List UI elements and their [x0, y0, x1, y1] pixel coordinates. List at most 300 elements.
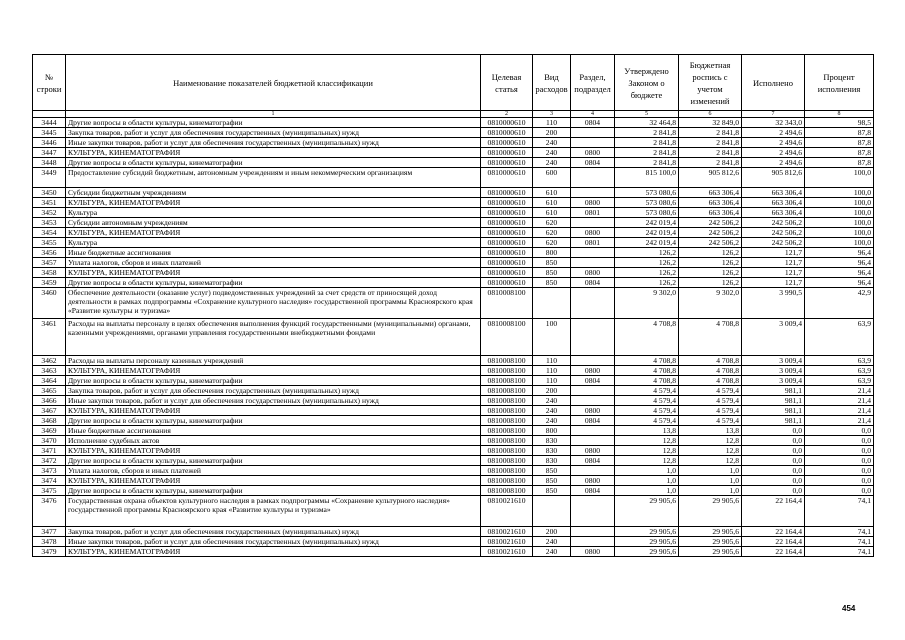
row-name: Иные закупки товаров, работ и услуг для обеспечения государственных (муниципальных) нужд	[66, 138, 481, 148]
row-vid: 610	[533, 208, 571, 218]
row-approved: 9 302,0	[615, 288, 679, 319]
row-name: Другие вопросы в области культуры, кинематографии	[66, 456, 481, 466]
row-percent: 96,4	[805, 248, 874, 258]
row-number: 3477	[33, 527, 66, 537]
row-budget: 242 506,2	[679, 218, 742, 228]
header-percent: Процент исполнения	[805, 55, 874, 111]
table-row	[33, 376, 874, 386]
row-percent: 100,0	[805, 168, 874, 188]
row-target: 0810021610	[481, 496, 533, 527]
row-done: 22 164,4	[742, 496, 805, 527]
row-percent: 74,1	[805, 537, 874, 547]
row-vid: 200	[533, 386, 571, 396]
row-name: Исполнение судебных актов	[66, 436, 481, 446]
row-done: 0,0	[742, 456, 805, 466]
row-done: 0,0	[742, 486, 805, 496]
row-percent: 0,0	[805, 476, 874, 486]
colnum: 4	[571, 111, 615, 118]
table-row	[33, 118, 874, 128]
row-done: 121,7	[742, 268, 805, 278]
row-section: 0801	[571, 208, 615, 218]
row-section: 0804	[571, 456, 615, 466]
row-target: 0810008100	[481, 436, 533, 446]
header-section: Раздел, подраздел	[571, 55, 615, 111]
table-row	[33, 248, 874, 258]
row-approved: 32 464,8	[615, 118, 679, 128]
row-percent: 74,1	[805, 547, 874, 557]
row-target: 0810008100	[481, 376, 533, 386]
row-section	[571, 396, 615, 406]
row-number: 3449	[33, 168, 66, 188]
row-approved: 573 080,6	[615, 188, 679, 198]
row-section	[571, 258, 615, 268]
row-done: 242 506,2	[742, 238, 805, 248]
row-name: Уплата налогов, сборов и иных платежей	[66, 466, 481, 476]
table-row	[33, 366, 874, 376]
row-name: Закупка товаров, работ и услуг для обеспечения государственных (муниципальных) нужд	[66, 386, 481, 396]
table-row	[33, 496, 874, 527]
row-percent: 0,0	[805, 446, 874, 456]
table-row	[33, 158, 874, 168]
row-budget: 4 708,8	[679, 376, 742, 386]
row-name: Другие вопросы в области культуры, кинематографии	[66, 158, 481, 168]
row-percent: 63,9	[805, 366, 874, 376]
row-section	[571, 168, 615, 188]
row-budget: 1,0	[679, 466, 742, 476]
row-percent: 42,9	[805, 288, 874, 319]
table-row	[33, 356, 874, 366]
row-target: 0810000610	[481, 208, 533, 218]
row-section	[571, 356, 615, 366]
row-done: 663 306,4	[742, 208, 805, 218]
row-section: 0800	[571, 547, 615, 557]
row-section: 0800	[571, 476, 615, 486]
row-done: 22 164,4	[742, 537, 805, 547]
colnum: 1	[66, 111, 481, 118]
row-percent: 100,0	[805, 218, 874, 228]
row-budget: 4 579,4	[679, 386, 742, 396]
row-approved: 2 841,8	[615, 128, 679, 138]
row-name: Уплата налогов, сборов и иных платежей	[66, 258, 481, 268]
row-number: 3467	[33, 406, 66, 416]
table-row	[33, 406, 874, 416]
row-target: 0810000610	[481, 268, 533, 278]
row-approved: 29 905,6	[615, 527, 679, 537]
header-row-no: № строки	[33, 55, 66, 111]
row-target: 0810000610	[481, 248, 533, 258]
table-row	[33, 258, 874, 268]
row-number: 3456	[33, 248, 66, 258]
row-budget: 2 841,8	[679, 148, 742, 158]
row-target: 0810008100	[481, 446, 533, 456]
row-section: 0800	[571, 148, 615, 158]
row-vid: 110	[533, 356, 571, 366]
row-section	[571, 426, 615, 436]
row-section: 0800	[571, 228, 615, 238]
row-budget: 4 579,4	[679, 406, 742, 416]
row-budget: 663 306,4	[679, 198, 742, 208]
row-number: 3453	[33, 218, 66, 228]
row-done: 981,1	[742, 396, 805, 406]
row-name: Иные закупки товаров, работ и услуг для обеспечения государственных (муниципальных) нужд	[66, 537, 481, 547]
row-approved: 13,8	[615, 426, 679, 436]
row-percent: 21,4	[805, 416, 874, 426]
row-budget: 663 306,4	[679, 188, 742, 198]
row-vid: 610	[533, 188, 571, 198]
row-section	[571, 527, 615, 537]
row-section	[571, 386, 615, 396]
row-section: 0804	[571, 118, 615, 128]
row-percent: 100,0	[805, 208, 874, 218]
row-vid: 800	[533, 248, 571, 258]
table-row	[33, 218, 874, 228]
row-percent: 74,1	[805, 496, 874, 527]
row-name: Другие вопросы в области культуры, кинематографии	[66, 416, 481, 426]
row-approved: 1,0	[615, 486, 679, 496]
row-percent: 87,8	[805, 138, 874, 148]
header-approved: Утверждено Законом о бюджете	[615, 55, 679, 111]
row-vid: 830	[533, 436, 571, 446]
row-section: 0800	[571, 366, 615, 376]
row-section	[571, 288, 615, 319]
row-section: 0800	[571, 446, 615, 456]
row-percent: 100,0	[805, 238, 874, 248]
budget-table	[32, 54, 874, 557]
row-target: 0810000610	[481, 118, 533, 128]
row-name: КУЛЬТУРА, КИНЕМАТОГРАФИЯ	[66, 228, 481, 238]
row-budget: 4 579,4	[679, 396, 742, 406]
row-approved: 126,2	[615, 278, 679, 288]
row-target: 0810008100	[481, 406, 533, 416]
row-approved: 4 579,4	[615, 406, 679, 416]
row-percent: 98,5	[805, 118, 874, 128]
table-row	[33, 138, 874, 148]
table-row	[33, 527, 874, 537]
row-number: 3455	[33, 238, 66, 248]
row-target: 0810008100	[481, 288, 533, 319]
row-done: 121,7	[742, 258, 805, 268]
row-vid: 110	[533, 376, 571, 386]
table-row	[33, 456, 874, 466]
row-done: 3 009,4	[742, 366, 805, 376]
row-budget: 126,2	[679, 268, 742, 278]
row-approved: 2 841,8	[615, 148, 679, 158]
row-vid: 240	[533, 138, 571, 148]
row-vid: 850	[533, 278, 571, 288]
column-number-row	[33, 111, 874, 118]
colnum: 5	[615, 111, 679, 118]
table-row	[33, 476, 874, 486]
row-done: 981,1	[742, 416, 805, 426]
row-budget: 29 905,6	[679, 547, 742, 557]
row-approved: 2 841,8	[615, 158, 679, 168]
row-number: 3461	[33, 319, 66, 356]
row-section: 0800	[571, 406, 615, 416]
row-done: 2 494,6	[742, 138, 805, 148]
row-vid: 240	[533, 158, 571, 168]
table-row	[33, 198, 874, 208]
row-percent: 100,0	[805, 198, 874, 208]
row-done: 0,0	[742, 466, 805, 476]
row-name: Иные закупки товаров, работ и услуг для обеспечения государственных (муниципальных) нужд	[66, 396, 481, 406]
row-approved: 12,8	[615, 456, 679, 466]
row-section	[571, 436, 615, 446]
row-done: 663 306,4	[742, 198, 805, 208]
row-number: 3448	[33, 158, 66, 168]
row-vid: 200	[533, 527, 571, 537]
table-row	[33, 128, 874, 138]
row-name: Закупка товаров, работ и услуг для обеспечения государственных (муниципальных) нужд	[66, 128, 481, 138]
row-vid: 240	[533, 547, 571, 557]
row-approved: 4 708,8	[615, 356, 679, 366]
row-section: 0804	[571, 416, 615, 426]
row-target: 0810000610	[481, 188, 533, 198]
row-percent: 0,0	[805, 436, 874, 446]
row-number: 3466	[33, 396, 66, 406]
row-target: 0810008100	[481, 416, 533, 426]
colnum-blank	[33, 111, 66, 118]
row-budget: 9 302,0	[679, 288, 742, 319]
row-section: 0804	[571, 278, 615, 288]
row-approved: 4 579,4	[615, 386, 679, 396]
table-row	[33, 168, 874, 188]
table-row	[33, 148, 874, 158]
row-budget: 1,0	[679, 486, 742, 496]
row-budget: 13,8	[679, 426, 742, 436]
row-approved: 126,2	[615, 248, 679, 258]
row-number: 3479	[33, 547, 66, 557]
row-budget: 1,0	[679, 476, 742, 486]
row-section	[571, 319, 615, 356]
row-name: Расходы на выплаты персоналу в целях обеспечения выполнения функций государственными (муниципальными) органами, казенными учреждениями, органами управления государственными внебюджетными фондами	[66, 319, 481, 356]
row-section	[571, 496, 615, 527]
row-approved: 29 905,6	[615, 537, 679, 547]
row-budget: 4 579,4	[679, 416, 742, 426]
header-vid: Вид расходов	[533, 55, 571, 111]
row-section: 0800	[571, 268, 615, 278]
row-percent: 21,4	[805, 406, 874, 416]
header-budget: Бюджетная роспись с учетом изменений	[679, 55, 742, 111]
row-budget: 4 708,8	[679, 356, 742, 366]
row-number: 3473	[33, 466, 66, 476]
colnum: 3	[533, 111, 571, 118]
row-name: КУЛЬТУРА, КИНЕМАТОГРАФИЯ	[66, 476, 481, 486]
row-name: Другие вопросы в области культуры, кинематографии	[66, 118, 481, 128]
row-approved: 29 905,6	[615, 496, 679, 527]
row-name: КУЛЬТУРА, КИНЕМАТОГРАФИЯ	[66, 198, 481, 208]
row-vid: 620	[533, 238, 571, 248]
row-target: 0810000610	[481, 138, 533, 148]
row-number: 3454	[33, 228, 66, 238]
row-approved: 1,0	[615, 466, 679, 476]
row-section	[571, 248, 615, 258]
row-name: Закупка товаров, работ и услуг для обеспечения государственных (муниципальных) нужд	[66, 527, 481, 537]
row-vid: 830	[533, 456, 571, 466]
row-target: 0810000610	[481, 168, 533, 188]
row-name: Культура	[66, 208, 481, 218]
row-budget: 242 506,2	[679, 228, 742, 238]
row-number: 3447	[33, 148, 66, 158]
row-percent: 87,8	[805, 128, 874, 138]
row-vid: 850	[533, 268, 571, 278]
row-target: 0810021610	[481, 537, 533, 547]
row-approved: 126,2	[615, 258, 679, 268]
row-budget: 29 905,6	[679, 496, 742, 527]
row-target: 0810000610	[481, 148, 533, 158]
row-done: 0,0	[742, 426, 805, 436]
row-number: 3460	[33, 288, 66, 319]
row-approved: 815 100,0	[615, 168, 679, 188]
row-target: 0810000610	[481, 158, 533, 168]
row-number: 3472	[33, 456, 66, 466]
row-section	[571, 138, 615, 148]
row-percent: 87,8	[805, 158, 874, 168]
row-budget: 12,8	[679, 436, 742, 446]
row-number: 3444	[33, 118, 66, 128]
row-target: 0810021610	[481, 547, 533, 557]
row-name: КУЛЬТУРА, КИНЕМАТОГРАФИЯ	[66, 406, 481, 416]
row-section: 0800	[571, 198, 615, 208]
row-done: 2 494,6	[742, 148, 805, 158]
row-target: 0810000610	[481, 228, 533, 238]
table-row	[33, 537, 874, 547]
row-done: 905 812,6	[742, 168, 805, 188]
row-section	[571, 466, 615, 476]
row-done: 981,1	[742, 386, 805, 396]
row-name: Другие вопросы в области культуры, кинематографии	[66, 376, 481, 386]
row-approved: 126,2	[615, 268, 679, 278]
row-approved: 242 019,4	[615, 218, 679, 228]
row-number: 3464	[33, 376, 66, 386]
row-percent: 100,0	[805, 188, 874, 198]
table-row	[33, 486, 874, 496]
row-budget: 12,8	[679, 446, 742, 456]
table-row	[33, 268, 874, 278]
row-approved: 4 579,4	[615, 396, 679, 406]
row-number: 3457	[33, 258, 66, 268]
row-vid: 240	[533, 396, 571, 406]
row-budget: 12,8	[679, 456, 742, 466]
table-row	[33, 547, 874, 557]
row-vid: 830	[533, 446, 571, 456]
colnum: 2	[481, 111, 533, 118]
row-done: 3 009,4	[742, 376, 805, 386]
row-approved: 4 708,8	[615, 376, 679, 386]
row-percent: 63,9	[805, 356, 874, 366]
table-row	[33, 466, 874, 476]
row-approved: 4 708,8	[615, 366, 679, 376]
row-vid: 850	[533, 486, 571, 496]
row-vid: 850	[533, 466, 571, 476]
row-name: Обеспечение деятельности (оказание услуг) подведомственных учреждений за счет средств от приносящей доход деятельности в рамках подпрограммы «Сохранение культурного наследия» государственной программы Красноярского края «Развитие культуры и туризма»	[66, 288, 481, 319]
row-vid: 240	[533, 148, 571, 158]
row-percent: 21,4	[805, 386, 874, 396]
row-vid	[533, 496, 571, 527]
row-target: 0810008100	[481, 356, 533, 366]
row-done: 2 494,6	[742, 158, 805, 168]
table-row	[33, 238, 874, 248]
row-budget: 32 849,0	[679, 118, 742, 128]
row-percent: 63,9	[805, 376, 874, 386]
row-percent: 0,0	[805, 456, 874, 466]
table-row	[33, 436, 874, 446]
row-approved: 1,0	[615, 476, 679, 486]
header-name: Наименование показателей бюджетной классификации	[66, 55, 481, 111]
header-done: Исполнено	[742, 55, 805, 111]
header-target: Целевая статья	[481, 55, 533, 111]
row-approved: 573 080,6	[615, 208, 679, 218]
row-percent: 87,8	[805, 148, 874, 158]
row-name: Субсидии автономным учреждениям	[66, 218, 481, 228]
row-done: 2 494,6	[742, 128, 805, 138]
row-number: 3445	[33, 128, 66, 138]
row-section	[571, 188, 615, 198]
row-done: 22 164,4	[742, 527, 805, 537]
table-row	[33, 416, 874, 426]
row-target: 0810008100	[481, 476, 533, 486]
table-row	[33, 426, 874, 436]
row-target: 0810000610	[481, 218, 533, 228]
row-approved: 4 708,8	[615, 319, 679, 356]
row-name: КУЛЬТУРА, КИНЕМАТОГРАФИЯ	[66, 148, 481, 158]
row-done: 0,0	[742, 446, 805, 456]
row-section: 0804	[571, 376, 615, 386]
row-name: Другие вопросы в области культуры, кинематографии	[66, 486, 481, 496]
row-budget: 126,2	[679, 248, 742, 258]
row-budget: 2 841,8	[679, 158, 742, 168]
table-row	[33, 228, 874, 238]
row-done: 3 009,4	[742, 319, 805, 356]
table-row	[33, 386, 874, 396]
row-name: Иные бюджетные ассигнования	[66, 248, 481, 258]
row-vid: 110	[533, 118, 571, 128]
row-vid: 800	[533, 426, 571, 436]
row-number: 3452	[33, 208, 66, 218]
row-number: 3468	[33, 416, 66, 426]
row-done: 121,7	[742, 248, 805, 258]
row-budget: 29 905,6	[679, 537, 742, 547]
row-approved: 242 019,4	[615, 238, 679, 248]
row-name: КУЛЬТУРА, КИНЕМАТОГРАФИЯ	[66, 547, 481, 557]
row-number: 3471	[33, 446, 66, 456]
row-done: 22 164,4	[742, 547, 805, 557]
row-budget: 29 905,6	[679, 527, 742, 537]
colnum: 7	[742, 111, 805, 118]
row-section	[571, 128, 615, 138]
row-name: КУЛЬТУРА, КИНЕМАТОГРАФИЯ	[66, 446, 481, 456]
row-name: КУЛЬТУРА, КИНЕМАТОГРАФИЯ	[66, 268, 481, 278]
row-done: 663 306,4	[742, 188, 805, 198]
row-vid: 240	[533, 406, 571, 416]
row-target: 0810000610	[481, 258, 533, 268]
row-name: Субсидии бюджетным учреждениям	[66, 188, 481, 198]
row-done: 0,0	[742, 476, 805, 486]
row-number: 3478	[33, 537, 66, 547]
row-budget: 663 306,4	[679, 208, 742, 218]
row-done: 32 343,0	[742, 118, 805, 128]
row-name: Расходы на выплаты персоналу казенных учреждений	[66, 356, 481, 366]
row-number: 3459	[33, 278, 66, 288]
row-section	[571, 218, 615, 228]
row-target: 0810008100	[481, 466, 533, 476]
row-target: 0810000610	[481, 278, 533, 288]
row-number: 3475	[33, 486, 66, 496]
row-section: 0804	[571, 158, 615, 168]
row-name: КУЛЬТУРА, КИНЕМАТОГРАФИЯ	[66, 366, 481, 376]
row-vid: 240	[533, 537, 571, 547]
row-target: 0810021610	[481, 527, 533, 537]
table-row	[33, 446, 874, 456]
